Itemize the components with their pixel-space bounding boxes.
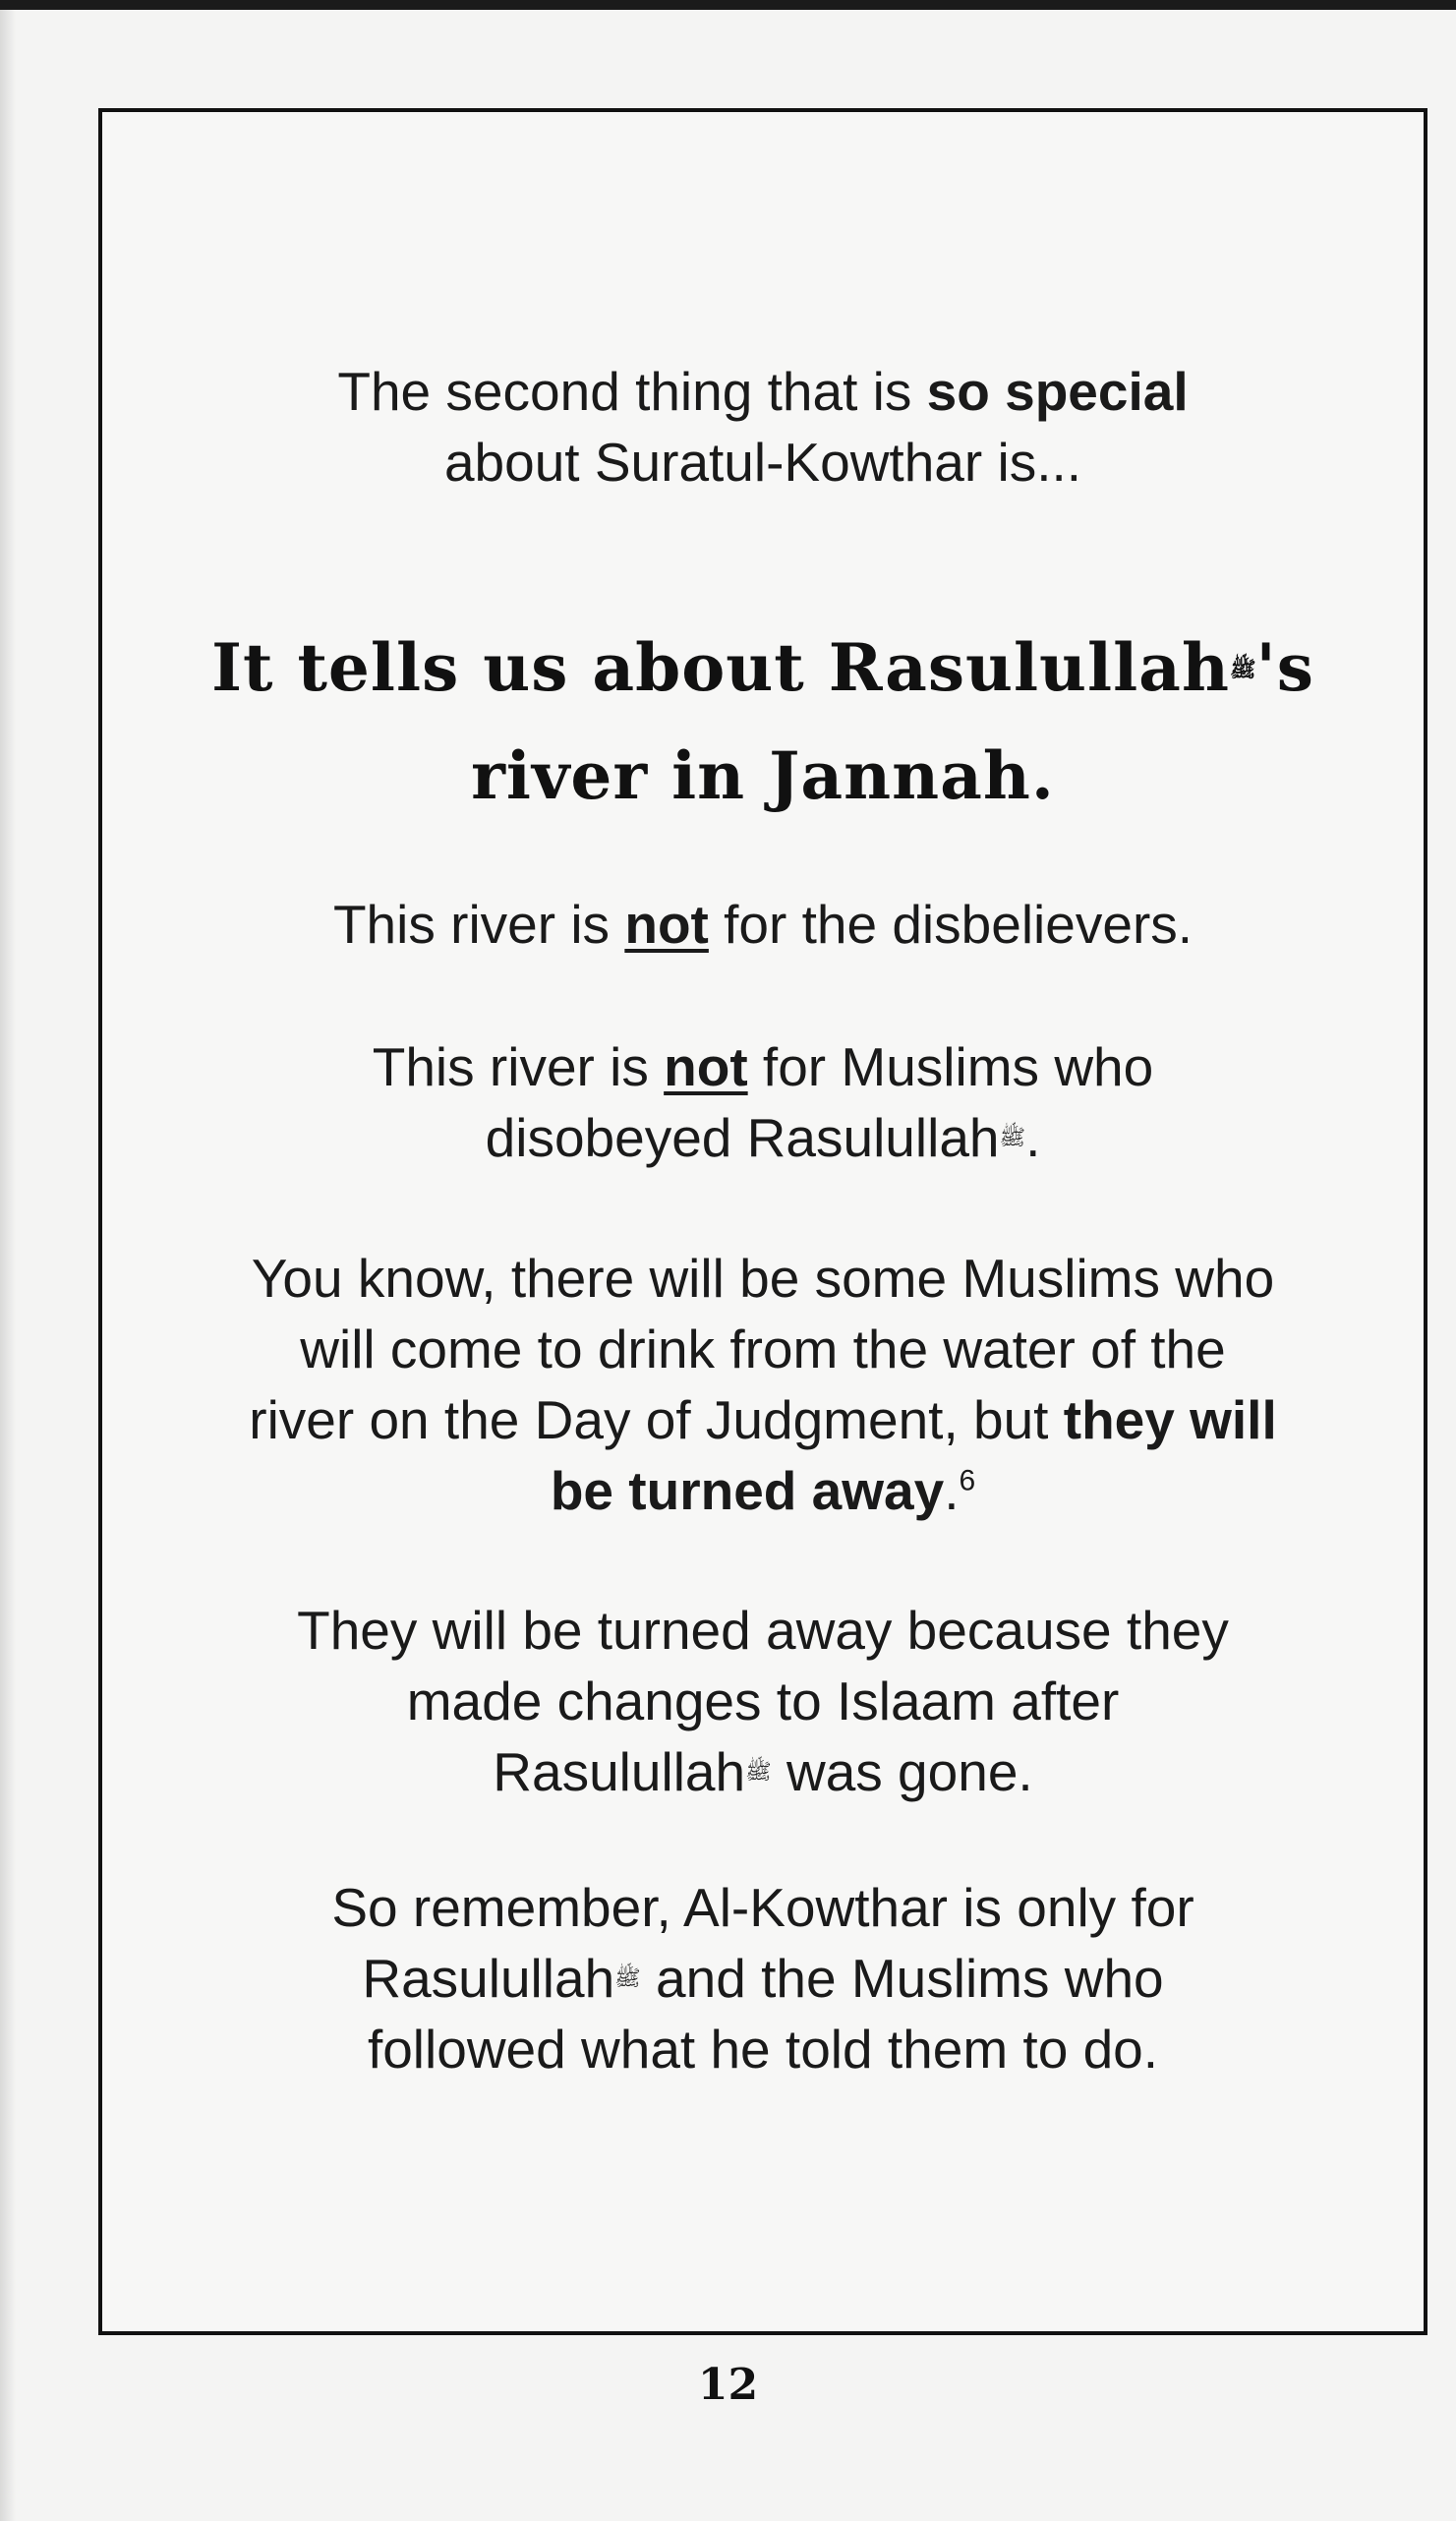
- para1-end: for the disbelievers.: [708, 894, 1194, 955]
- heading-line1: It tells us about Rasulullah: [211, 629, 1230, 706]
- para4-line1: They will be turned away because they: [297, 1600, 1229, 1661]
- honorific-glyph: ﷺ: [1229, 657, 1256, 682]
- para3-line2: will come to drink from the water of the: [300, 1319, 1226, 1379]
- intro-paragraph: [102, 356, 1424, 498]
- para4-line3-end: was gone.: [771, 1741, 1033, 1802]
- para2-period: .: [1025, 1107, 1041, 1168]
- paragraph-disbelievers: [102, 889, 1424, 960]
- intro-bold: so special: [926, 361, 1189, 422]
- para1-underlined: not: [624, 894, 709, 955]
- honorific-glyph: ﷺ: [614, 1965, 641, 1991]
- para3-line1: You know, there will be some Muslims who: [251, 1248, 1275, 1309]
- para3-bold-2: be turned away: [550, 1460, 945, 1521]
- honorific-glyph: ﷺ: [999, 1125, 1026, 1150]
- para2-underlined: not: [664, 1036, 748, 1097]
- heading-line1-end: 's: [1255, 629, 1314, 706]
- paragraph-disobeyed: [102, 1031, 1424, 1173]
- para3-line3: river on the Day of Judgment, but: [249, 1389, 1064, 1450]
- para5-line2: Rasulullah: [362, 1948, 615, 2009]
- intro-text: The second thing that is: [337, 361, 927, 422]
- page-number: 12: [697, 2360, 759, 2410]
- page-top-edge: [0, 0, 1456, 10]
- para5-line3: followed what he told them to do.: [367, 2019, 1159, 2080]
- para3-bold-1: they will: [1063, 1389, 1277, 1450]
- paragraph-changes: [102, 1595, 1424, 1807]
- para2-end: for Muslims who: [747, 1036, 1154, 1097]
- para5-line2-end: and the Muslims who: [640, 1948, 1164, 2009]
- honorific-glyph: ﷺ: [745, 1759, 772, 1785]
- page-heading: [102, 614, 1424, 830]
- paragraph-turned-away: [102, 1243, 1424, 1526]
- para2-line2: disobeyed Rasulullah: [485, 1107, 1000, 1168]
- intro-line2: about Suratul-Kowthar is...: [443, 432, 1082, 493]
- page-frame: [98, 108, 1427, 2335]
- page-binding-shadow: [0, 10, 16, 2521]
- para4-line2: made changes to Islaam after: [406, 1671, 1120, 1731]
- para5-line1: So remember, Al-Kowthar is only for: [331, 1877, 1194, 1938]
- para1-text: This river is: [332, 894, 625, 955]
- heading-line2: river in Jannah.: [471, 737, 1055, 814]
- para4-line3: Rasulullah: [493, 1741, 746, 1802]
- footnote-marker: 6: [959, 1464, 976, 1497]
- para3-period: .: [944, 1460, 960, 1521]
- paragraph-remember: [102, 1872, 1424, 2084]
- para2-text: This river is: [372, 1036, 665, 1097]
